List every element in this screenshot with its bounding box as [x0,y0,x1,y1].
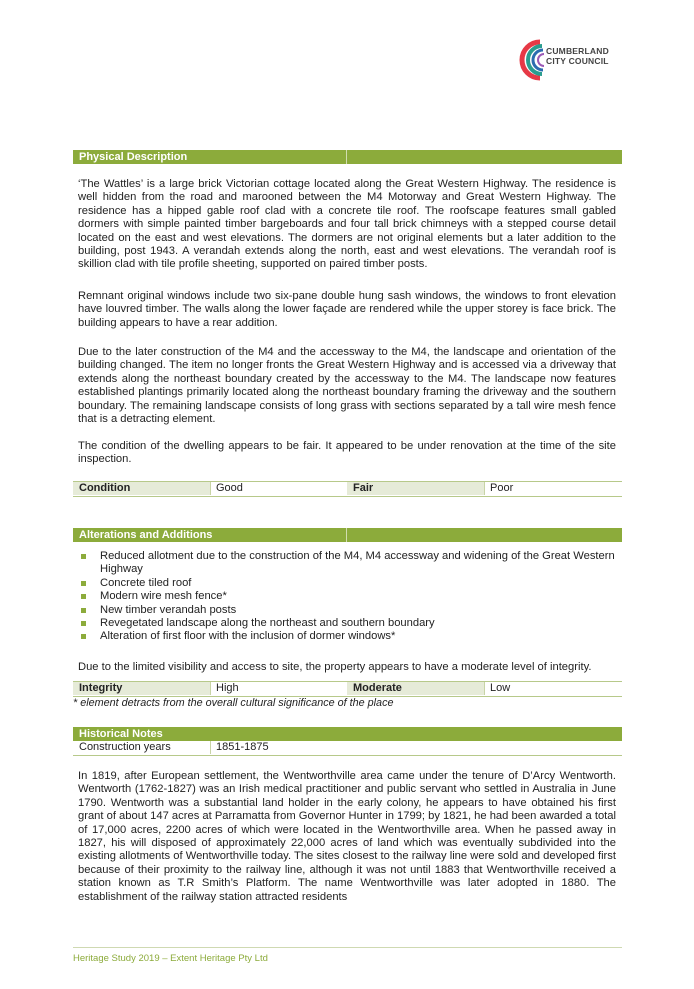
physical-paragraph-2: Remnant original windows include two six-pane double hung sash windows, the windows to front elevation have louvred timber. The walls along the lower façade are rendered while the upper storey is face brick. The building appears to have a rear addition. [78,290,616,329]
historical-paragraph: In 1819, after European settlement, the Wentworthville area came under the tenure of D’Arcy Wentworth. Wentworth (1762-1827) was an Irish medical practitioner and public servant who settled in Australia in June 1790. Wentworth was a substantial land holder in the early colony, he appears to have obtained his first grant of about 147 acres at Parramatta from Governor Hunter in 1799; by 1821, he had been awarded a total of 17,000 acres, 2200 acres of which were located in the Wentworthville area. When he passed away in 1827, his will disposed of approximately 22,000 acres of land which was eventually subdivided into the existing allotments of Wentworthville today. The sites closest to the railway line were sold and developed first because of their proximity to the railway line, although it was not until 1883 that Wentworthville received a station known as T.R Smith’s Platform. The name Wentworthville was later adopted in 1880. The establishment of the railway station attracted residents [78,770,616,903]
list-item: Revegetated landscape along the northeast and southern boundary [78,617,618,630]
alterations-list [78,550,618,644]
integrity-table [73,681,622,697]
list-item: Alteration of first floor with the inclusion of dormer windows* [78,630,618,643]
construction-years-label: Construction years [79,741,171,753]
list-item: New timber verandah posts [78,604,618,617]
construction-years-row [73,741,622,756]
condition-table [73,481,622,497]
construction-years-value: 1851-1875 [216,741,269,753]
physical-description-heading: Physical Description [79,151,188,163]
physical-paragraph-3: Due to the later construction of the M4 and the accessway to the M4, the landscape and orientation of the building changed. The item no longer fronts the Great Western Highway and is accessed via a driveway that extends along the northeast boundary created by the accessway to the M4. The landscape now features established plantings primarily located along the northeast boundary framing the driveway and the southern boundary. The remaining landscape consists of long grass with sections separated by a tall wire mesh fence that is a detracting element. [78,346,616,426]
list-item: Concrete tiled roof [78,577,618,590]
footer-divider [73,947,622,948]
integrity-footnote: * element detracts from the overall cultural significance of the place [73,697,394,709]
condition-option-poor: Poor [490,482,514,494]
integrity-option-moderate: Moderate [347,682,484,695]
council-logo-text: CUMBERLAND CITY COUNCIL [546,46,609,66]
list-item: Reduced allotment due to the construction of the M4, M4 accessway and widening of the Great Western Highway [78,550,618,577]
alterations-summary: Due to the limited visibility and access to site, the property appears to have a moderate level of integrity. [78,661,592,673]
alterations-heading-bar [73,528,622,542]
integrity-option-low: Low [490,682,511,694]
condition-label: Condition [73,482,210,495]
historical-notes-heading-bar [73,727,622,741]
integrity-label: Integrity [73,682,210,695]
physical-description-heading-bar [73,150,622,164]
condition-option-fair: Fair [347,482,484,495]
footer-text: Heritage Study 2019 – Extent Heritage Pty Ltd [73,953,268,964]
condition-option-good: Good [216,482,243,494]
physical-paragraph-4: The condition of the dwelling appears to be fair. It appeared to be under renovation at the time of the site inspection. [78,440,616,466]
historical-notes-heading: Historical Notes [79,728,163,740]
alterations-heading: Alterations and Additions [79,529,213,541]
integrity-option-high: High [216,682,239,694]
list-item: Modern wire mesh fence* [78,590,618,603]
physical-paragraph-1: ‘The Wattles’ is a large brick Victorian cottage located along the Great Western Highway. The residence is well hidden from the road and marooned between the M4 Motorway and Great Western Highway. The residence has a hipped gable roof clad with a concrete tile roof. The roofscape features small gabled dormers with simple painted timber bargeboards and four tall brick chimneys with a stepped course detail located on the east and west elevations. The dormers are not original elements but a later addition to the building, post 1943. A verandah extends along the north, east and west elevations. The verandah roof is skillion clad with tile profile sheeting, supported on paired timber posts. [78,178,616,271]
